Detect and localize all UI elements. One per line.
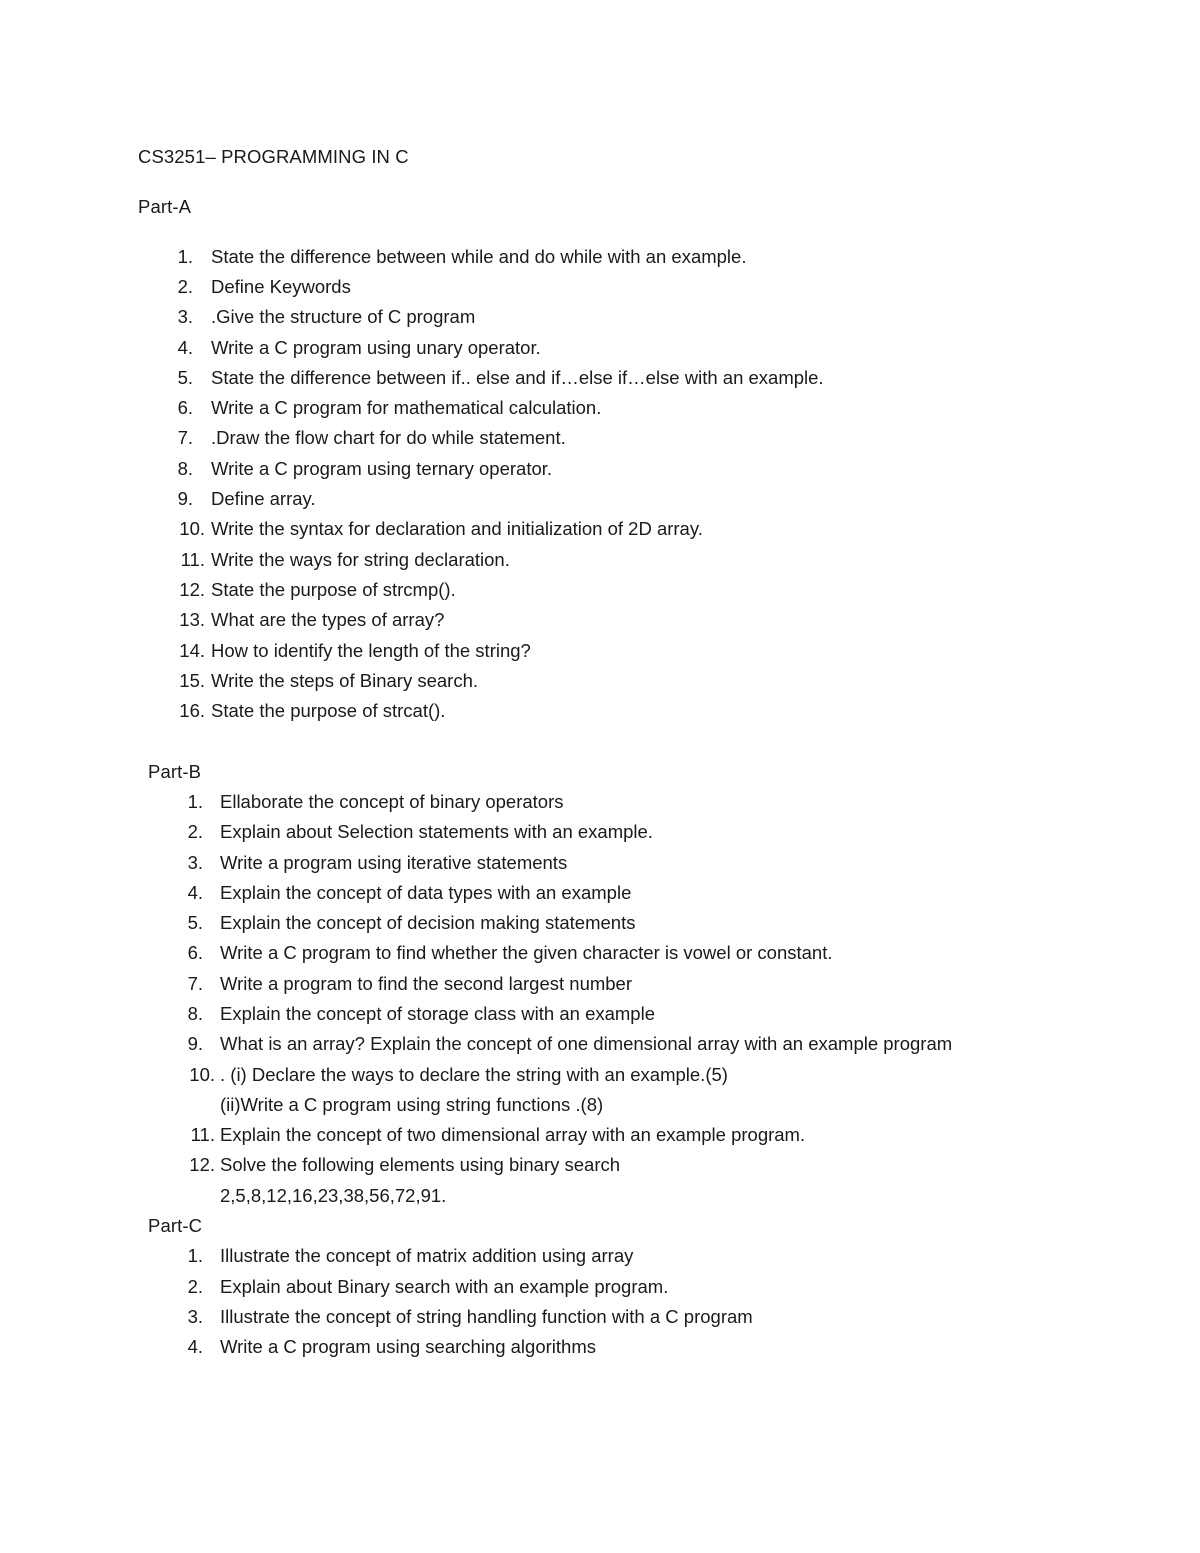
part-b-heading: Part-B [148, 761, 202, 782]
part-a-heading: Part-A [138, 196, 192, 217]
document-title: CS3251– PROGRAMMING IN C [138, 146, 409, 167]
part-c-heading: Part-C [148, 1215, 203, 1236]
document-page: CS3251– PROGRAMMING IN C Part-A 1. State the difference between while and do while with an example. 2. Define Keywords 3. .Give the structure of C program 4. Write a C program using unary operator. 5. State the difference between if.. else and if…else if…else with an example. 6. Write a C program for mathematical calculation. 7. .Draw the flow chart for do while statement. 8. Write a C program using ternary operator. 9. Define array. 10. Write the syntax for declaration and initialization of 2D array. 11. Write the ways for string declaration. 12. State the purpose of strcmp(). 13. What are the types of array? 14. How to identify the length of the string? 15. Write the steps of Binary search. 16. State the purpose of strcat(). Part-B 1. Ellaborate the concept of binary operators 2. Explain about Selection statements with an example. 3. Write a program using iterative statements 4. Explain the concept of data types with an example 5. Explain the concept of decision making statements 6. Write a C program to find whether the given character is vowel or constant. 7. Write a program to find the second largest number 8. Explain the concept of storage class with an example 9. What is an array? Explain the concept of one dimensional array with an example program 10. . (i) Declare the ways to declare the string with an example.(5) (ii)Write a C program using string functions .(8) 11. Explain the concept of two dimensional array with an example program. 12. Solve the following elements using binary search 2,5,8,12,16,23,38,56,72,91. Part-C 1. Illustrate the concept of matrix addition using array 2. Explain about Binary search with an example program. 3. Illustrate the concept of string handling function with a C program 4. Write a C program using searching algorithms [138, 146, 953, 1357]
